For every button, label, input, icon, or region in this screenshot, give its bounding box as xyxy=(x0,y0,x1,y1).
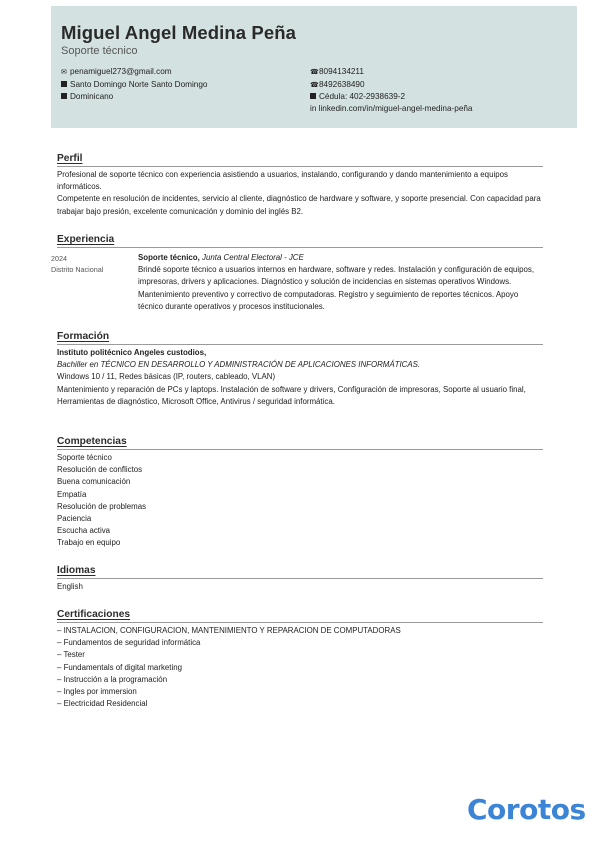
formacion-title: Formación xyxy=(57,331,110,342)
list-item: Resolución de conflictos xyxy=(57,465,143,475)
address-contact: Santo Domingo Norte Santo Domingo xyxy=(61,80,207,89)
list-item: – Ingles por immersion xyxy=(57,687,137,697)
list-item: – Fundamentos de seguridad informática xyxy=(57,638,201,648)
experience-body xyxy=(138,252,540,313)
candidate-name: Miguel Angel Medina Peña xyxy=(61,22,297,43)
list-item: – Tester xyxy=(57,650,85,660)
list-item: Soporte técnico xyxy=(57,453,112,462)
list-item: Empatía xyxy=(57,489,87,499)
institution-name: Instituto politécnico Angeles custodios, xyxy=(57,348,207,357)
degree-name: TÉCNICO EN DESARROLLO Y ADMINISTRACIÓN DE APLICACIONES INFORMÁTICAS. xyxy=(100,360,421,370)
list-item: English xyxy=(57,582,83,591)
phone-icon: ☎ xyxy=(310,69,319,76)
job-description: Brindé soporte técnico a usuarios internos en hardware, software y redes. Instalación y configuración de equipos, impresoras, drivers y aplicaciones. Diagnóstico y solución de incidencias en sistemas operativos Windows. Mantenimiento preventivo y correctivo de computadoras. Registro y seguimiento de reportes técnicos. Apoyo técnico durante operativos y procesos institucionales. xyxy=(138,265,535,311)
degree-line xyxy=(57,359,543,371)
formacion-text xyxy=(57,347,543,408)
list-item: Escucha activa xyxy=(57,526,111,536)
degree-prefix: Bachiller en xyxy=(57,360,99,370)
experiencia-divider xyxy=(57,247,543,248)
list-item: Trabajo en equipo xyxy=(57,538,121,548)
candidate-role: Soporte técnico xyxy=(61,45,138,57)
perfil-line-2: Competente en resolución de incidentes, servicio al cliente, diagnóstico de hardware y software, y soporte presencial. Con capacidad para trabajar bajo presión, excelente comunicación y dominio del inglés B2. xyxy=(57,194,541,216)
linkedin-contact[interactable]: in linkedin.com/in/miguel-angel-medina-peña xyxy=(310,104,473,113)
experience-year: 2024 xyxy=(51,254,67,263)
list-item: Resolución de problemas xyxy=(57,501,147,511)
phone1-contact[interactable]: ☎8094134211 xyxy=(310,67,364,76)
experience-location: Distrito Nacional xyxy=(51,264,104,274)
list-item: – Fundamentals of digital marketing xyxy=(57,662,183,672)
certificaciones-list xyxy=(57,625,543,710)
experience-date xyxy=(51,254,103,275)
company-name: Junta Central Electoral - JCE xyxy=(202,253,304,262)
perfil-line-1: Profesional de soporte técnico con experiencia asistiendo a usuarios, instalando, configurando y dando mantenimiento a equipos informáticos. xyxy=(57,170,508,192)
job-title: Soporte técnico, xyxy=(138,253,200,262)
nationality-contact: Dominicano xyxy=(61,92,113,101)
competencias-title: Competencias xyxy=(57,436,127,447)
formacion-line-1: Windows 10 / 11, Redes básicas (IP, routers, cableado, VLAN) xyxy=(57,372,276,382)
list-item: Buena comunicación xyxy=(57,477,131,487)
perfil-text xyxy=(57,169,543,218)
id-card-icon xyxy=(310,93,316,99)
certificaciones-divider xyxy=(57,622,543,623)
corotos-watermark-logo: Corotos xyxy=(467,793,586,826)
list-item: – INSTALACION, CONFIGURACION, MANTENIMIENTO Y REPARACION DE COMPUTADORAS xyxy=(57,626,401,635)
idiomas-list xyxy=(57,581,543,593)
perfil-title: Perfil xyxy=(57,153,83,164)
formacion-divider xyxy=(57,344,543,345)
perfil-divider xyxy=(57,166,543,167)
idiomas-divider xyxy=(57,578,543,579)
email-contact[interactable]: ✉ penamiguel273@gmail.com xyxy=(61,67,172,76)
experiencia-title: Experiencia xyxy=(57,234,115,245)
competencias-divider xyxy=(57,449,543,450)
idiomas-title: Idiomas xyxy=(57,565,96,576)
list-item: – Instrucción a la programación xyxy=(57,674,168,684)
experience-heading xyxy=(138,252,540,264)
flag-icon xyxy=(61,93,67,99)
cedula-contact: Cédula: 402-2938639-2 xyxy=(310,92,405,101)
phone2-contact[interactable]: ☎8492638490 xyxy=(310,80,365,89)
formacion-line-3: Herramientas de diagnóstico, Microsoft Office, Antivirus / seguridad informática. xyxy=(57,396,335,406)
competencias-list xyxy=(57,452,543,550)
header-panel xyxy=(51,6,577,128)
mail-icon: ✉ xyxy=(61,69,67,76)
phone-icon: ☎ xyxy=(310,82,319,89)
certificaciones-title: Certificaciones xyxy=(57,609,131,620)
list-item: Paciencia xyxy=(57,514,92,524)
location-icon xyxy=(61,81,67,87)
list-item: – Electricidad Residencial xyxy=(57,699,148,709)
formacion-line-2: Mantenimiento y reparación de PCs y laptops. Instalación de software y drivers, Configuración de impresoras, Soporte al usuario final, xyxy=(57,384,526,394)
